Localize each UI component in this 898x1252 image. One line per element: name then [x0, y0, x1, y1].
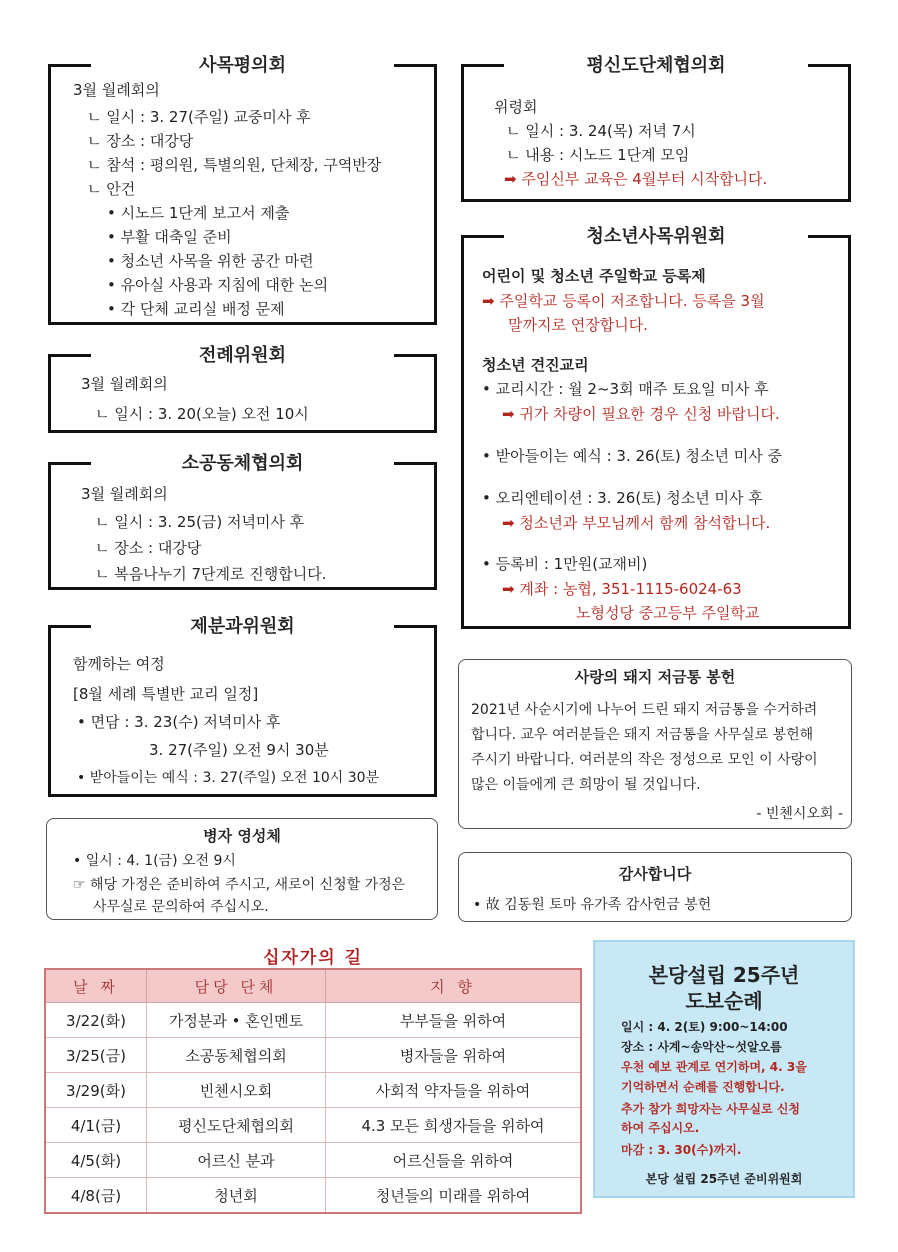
- youth-notice: ➡ 주일학교 등록이 저조합니다. 등록을 3월: [482, 292, 765, 310]
- pig-line: 2021년 사순시기에 나누어 드린 돼지 저금통을 수거하려: [471, 702, 818, 718]
- jebun-section: [48, 616, 437, 797]
- samok-agenda-item: • 시노드 1단계 보고서 제출: [107, 204, 290, 222]
- jebun-line: • 받아들이는 예식 : 3. 27(주일) 오전 10시 30분: [77, 770, 380, 786]
- jebun-title: 제분과위원회: [91, 612, 394, 642]
- sogong-title: 소공동체협의회: [91, 449, 394, 479]
- cross-date: 4/8(금): [45, 1178, 147, 1214]
- anniversary-line: 일시 : 4. 2(토) 9:00~14:00: [621, 1020, 788, 1034]
- sogong-line: 3월 월례회의: [81, 485, 168, 503]
- youth-heading: 어린이 및 청소년 주일학교 등록제: [482, 267, 706, 285]
- sick-line: 사무실로 문의하여 주십시오.: [93, 899, 269, 915]
- thanks-section: [458, 852, 852, 922]
- cross-date: 3/22(화): [45, 1003, 147, 1038]
- pyeong-line: ㄴ 일시 : 3. 24(목) 저녁 7시: [506, 122, 696, 140]
- cross-header-row: [45, 969, 581, 1003]
- samok-agenda-item: • 각 단체 교리실 배정 문제: [107, 300, 285, 318]
- anniversary-notice: 추가 참가 희망자는 사무실로 신청: [621, 1102, 801, 1116]
- cross-header: 담당 단체: [147, 969, 326, 1003]
- anniversary-notice: 기억하면서 순례를 진행합니다.: [621, 1080, 785, 1094]
- anniversary-notice: 하여 주십시오.: [621, 1121, 700, 1135]
- cross-table: [44, 968, 582, 1214]
- pig-line: 합니다. 교우 여러분들은 돼지 저금통을 사무실로 봉헌해: [471, 727, 814, 743]
- pig-title: 사랑의 돼지 저금통 봉헌: [574, 668, 736, 686]
- jeonrye-section: [48, 345, 437, 433]
- cross-header: 지 향: [326, 969, 582, 1003]
- sogong-section: [48, 453, 437, 590]
- youth-notice: ➡ 귀가 차량이 필요한 경우 신청 바랍니다.: [502, 405, 780, 423]
- sick-title: 병자 영성체: [203, 827, 281, 845]
- youth-heading: 청소년 견진교리: [482, 356, 589, 374]
- cross-group: 소공동체협의회: [147, 1038, 326, 1073]
- cross-date: 4/5(화): [45, 1143, 147, 1178]
- cross-intention: 4.3 모든 희생자들을 위하여: [326, 1108, 582, 1143]
- cross-date: 3/25(금): [45, 1038, 147, 1073]
- samok-line: ㄴ 일시 : 3. 27(주일) 교중미사 후: [87, 108, 311, 126]
- anniversary-deadline: 마감 : 3. 30(수)까지.: [621, 1143, 742, 1157]
- sick-section: [46, 818, 438, 920]
- jeonrye-line: ㄴ 일시 : 3. 20(오늘) 오전 10시: [95, 405, 309, 423]
- cross-group: 가정분과 • 혼인멘토: [147, 1003, 326, 1038]
- anniversary-title: 본당설립 25주년: [648, 963, 800, 987]
- anniversary-notice: 우천 예보 관계로 연기하며, 4. 3을: [621, 1060, 807, 1074]
- samok-section: [48, 55, 437, 325]
- jeonrye-title: 전례위원회: [91, 341, 394, 371]
- pig-sign: - 빈첸시오회 -: [756, 806, 843, 822]
- anniversary-pilgrimage-box: [593, 940, 855, 1198]
- pyeong-section: [461, 55, 851, 202]
- pyeong-notice: ➡ 주임신부 교육은 4월부터 시작합니다.: [504, 170, 768, 188]
- youth-notice: 말까지로 연장합니다.: [508, 316, 648, 334]
- sogong-line: ㄴ 일시 : 3. 25(금) 저녁미사 후: [95, 513, 305, 531]
- cross-intention: 사회적 약자들을 위하여: [326, 1073, 582, 1108]
- samok-agenda-item: • 유아실 사용과 지침에 대한 논의: [107, 276, 329, 294]
- samok-agenda-item: • 청소년 사목을 위한 공간 마련: [107, 252, 314, 270]
- pig-section: [458, 659, 852, 829]
- samok-line: 3월 월례회의: [73, 81, 160, 99]
- pyeong-line: ㄴ 내용 : 시노드 1단계 모임: [506, 146, 690, 164]
- cross-date: 3/29(화): [45, 1073, 147, 1108]
- cross-group: 평신도단체협의회: [147, 1108, 326, 1143]
- cross-group: 청년회: [147, 1178, 326, 1214]
- jebun-line: 3. 27(주일) 오전 9시 30분: [149, 741, 329, 759]
- youth-account: 노형성당 중고등부 주일학교: [576, 604, 760, 622]
- youth-account: ➡ 계좌 : 농협, 351-1115-6024-63: [502, 580, 742, 598]
- youth-line: • 교리시간 : 월 2~3회 매주 토요일 미사 후: [482, 380, 769, 398]
- youth-line: • 오리엔테이션 : 3. 26(토) 청소년 미사 후: [482, 489, 763, 507]
- sick-line: • 일시 : 4. 1(금) 오전 9시: [73, 853, 236, 869]
- sogong-line: ㄴ 장소 : 대강당: [95, 539, 202, 557]
- samok-line: ㄴ 장소 : 대강당: [87, 132, 194, 150]
- cross-group: 어르신 분과: [147, 1143, 326, 1178]
- youth-section: [461, 226, 851, 629]
- samok-line: ㄴ 참석 : 평의원, 특별의원, 단체장, 구역반장: [87, 156, 382, 174]
- table-row: [45, 1073, 581, 1108]
- pig-line: 주시기 바랍니다. 여러분의 작은 정성으로 모인 이 사랑이: [471, 752, 818, 768]
- cross-intention: 병자들을 위하여: [326, 1038, 582, 1073]
- cross-header: 날 짜: [45, 969, 147, 1003]
- table-row: [45, 1178, 581, 1214]
- table-row: [45, 1003, 581, 1038]
- samok-agenda-item: • 부활 대축일 준비: [107, 228, 232, 246]
- cross-date: 4/1(금): [45, 1108, 147, 1143]
- anniversary-line: 장소 : 사계~송악산~섯알오름: [621, 1040, 782, 1054]
- anniversary-subtitle: 도보순례: [685, 989, 763, 1013]
- thanks-title: 감사합니다: [618, 865, 692, 883]
- thanks-line: • 故 김동원 토마 유가족 감사헌금 봉헌: [473, 897, 712, 913]
- jebun-line: 함께하는 여정: [73, 655, 165, 673]
- pyeong-line: 위령회: [494, 98, 538, 116]
- table-row: [45, 1143, 581, 1178]
- pig-line: 많은 이들에게 큰 희망이 될 것입니다.: [471, 777, 701, 793]
- youth-line: • 받아들이는 예식 : 3. 26(토) 청소년 미사 중: [482, 447, 783, 465]
- samok-line: ㄴ 안건: [87, 180, 136, 198]
- sick-line: ☞ 해당 가정은 준비하여 주시고, 새로이 신청할 가정은: [73, 877, 406, 893]
- jebun-line: • 면담 : 3. 23(수) 저녁미사 후: [77, 713, 281, 731]
- cross-intention: 청년들의 미래를 위하여: [326, 1178, 582, 1214]
- jeonrye-line: 3월 월례회의: [81, 375, 168, 393]
- cross-intention: 부부들을 위하여: [326, 1003, 582, 1038]
- table-row: [45, 1038, 581, 1073]
- youth-notice: ➡ 청소년과 부모님께서 함께 참석합니다.: [502, 514, 771, 532]
- sogong-line: ㄴ 복음나누기 7단계로 진행합니다.: [95, 565, 327, 583]
- cross-title: 십자가의 길: [262, 948, 364, 968]
- youth-line: • 등록비 : 1만원(교재비): [482, 555, 648, 573]
- jebun-line: [8월 세례 특별반 교리 일정]: [73, 685, 259, 703]
- samok-title: 사목평의회: [91, 51, 394, 81]
- cross-group: 빈첸시오회: [147, 1073, 326, 1108]
- youth-title: 청소년사목위원회: [504, 222, 808, 252]
- pyeong-title: 평신도단체협의회: [504, 51, 808, 81]
- anniversary-footer: 본당 설립 25주년 준비위원회: [645, 1172, 803, 1186]
- table-row: [45, 1108, 581, 1143]
- cross-intention: 어르신들을 위하여: [326, 1143, 582, 1178]
